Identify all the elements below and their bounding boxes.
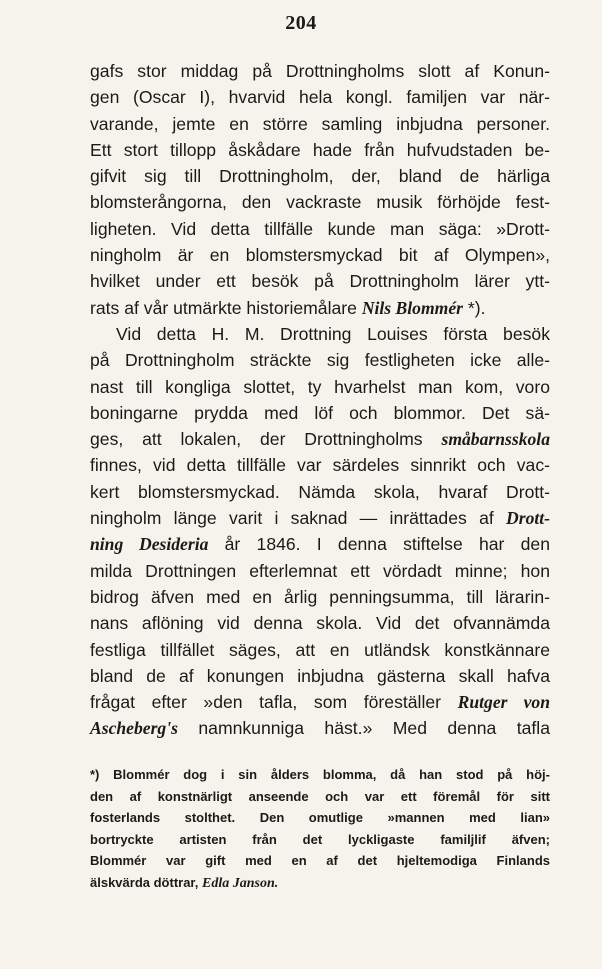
text-segment: den af konstnärligt anseende och var ett föremål för sitt [90,788,550,804]
text-segment: nans aflöning vid denna skola. Vid det ofvannämda [90,613,550,634]
text-segment: bortryckte artisten från det lyckligaste familjlif äfven; [90,831,550,847]
italic-text: Nils Blommér [361,297,464,318]
page-number: 204 [285,12,317,34]
text-segment: kert blomstersmyckad. Nämda skola, hvaraf Drott- [90,481,550,502]
body-line [90,84,550,110]
body-line [90,347,550,373]
footnote-line [90,872,550,895]
text-segment: år 1846. I denna stiftelse har den [208,534,550,555]
body-text [90,58,550,742]
body-line [90,137,550,163]
body-line [90,295,550,321]
body-line [90,268,550,294]
body-line [90,610,550,636]
body-line [90,321,550,347]
text-segment: blomsterångorna, den vackraste musik förhöjde fest- [90,192,550,213]
body-line [90,715,550,741]
text-segment: festliga tillfället säges, att en utländsk konstkännare [90,639,550,660]
text-segment: fosterlands stolthet. Den omutlige »mannen med lian» [90,810,550,826]
text-segment: bidrog äfven med en årlig penningsumma, till lärarin- [90,586,550,607]
italic-text: ning Desideria [90,534,209,555]
footnote-line [90,764,550,786]
body-line [90,242,550,268]
text-segment: bland de af konungen inbjudna gästerna skall hafva [90,665,550,686]
body-line [90,426,550,452]
text-segment: på Drottningholm sträckte sig festligheten icke alle- [90,350,550,371]
body-line [90,163,550,189]
body-line [90,452,550,478]
text-segment: nast till kongliga slottet, ty hvarhelst man kom, voro [90,376,550,397]
text-segment: Ett stort tillopp åskådare hade från hufvudstaden be- [90,139,550,160]
text-segment: ningholm länge varit i saknad — inrättades af [90,508,507,529]
text-segment: rats af vår utmärkte historiemålare [90,297,362,318]
italic-text: Edla Janson. [202,875,279,891]
text-segment: namnkunniga häst.» Med denna tafla [177,718,550,739]
body-line [90,505,550,531]
italic-text: Ascheberg's [90,718,178,739]
body-line [90,663,550,689]
text-segment: finnes, vid detta tillfälle var särdeles sinnrikt och vac- [90,455,550,476]
italic-text: Rutger von [457,692,550,713]
footnote-line [90,807,550,829]
text-segment: boningarne prydda med löf och blommor. Det sä- [90,402,550,423]
footnote [90,764,550,895]
body-line [90,374,550,400]
body-line [90,400,550,426]
text-segment: *). [463,297,486,318]
body-line [90,111,550,137]
footnote-line [90,786,550,808]
body-line [90,531,550,557]
body-line [90,689,550,715]
text-segment: Blommér var gift med en af det hjeltemodiga Finlands [90,853,550,869]
text-segment: milda Drottningen efterlemnat ett vördadt minne; hon [90,560,550,581]
text-segment: *) Blommér dog i sin ålders blomma, då han stod på höj- [90,767,550,782]
text-segment: varande, jemte en större samling inbjudna personer. [90,113,550,134]
text-segment: frågat efter »den tafla, som föreställer [90,692,458,713]
text-segment: Vid detta H. M. Drottning Louises första besök [116,323,550,344]
italic-text: småbarnsskola [441,429,550,450]
body-line [90,216,550,242]
text-segment: gifvit sig till Drottningholm, der, bland de härliga [90,166,550,187]
body-line [90,558,550,584]
text-segment: ningholm är en blomstersmyckad bit af Olympen», [90,245,550,266]
text-segment: älskvärda döttrar, [90,874,202,890]
body-line [90,479,550,505]
footnote-line [90,829,550,851]
body-line [90,189,550,215]
body-line [90,584,550,610]
text-segment: gafs stor middag på Drottningholms slott af Konun- [90,61,550,81]
footnote-line [90,850,550,872]
italic-text: Drott- [506,508,550,529]
body-line [90,58,550,84]
text-segment: ligheten. Vid detta tillfälle kunde man säga: »Drott- [90,218,550,239]
text-segment: hvilket under ett besök på Drottningholm lärer ytt- [90,271,550,292]
body-line [90,637,550,663]
text-segment: gen (Oscar I), hvarvid hela kongl. familjen var när- [90,87,550,108]
text-segment: ges, att lokalen, der Drottningholms [90,429,442,450]
